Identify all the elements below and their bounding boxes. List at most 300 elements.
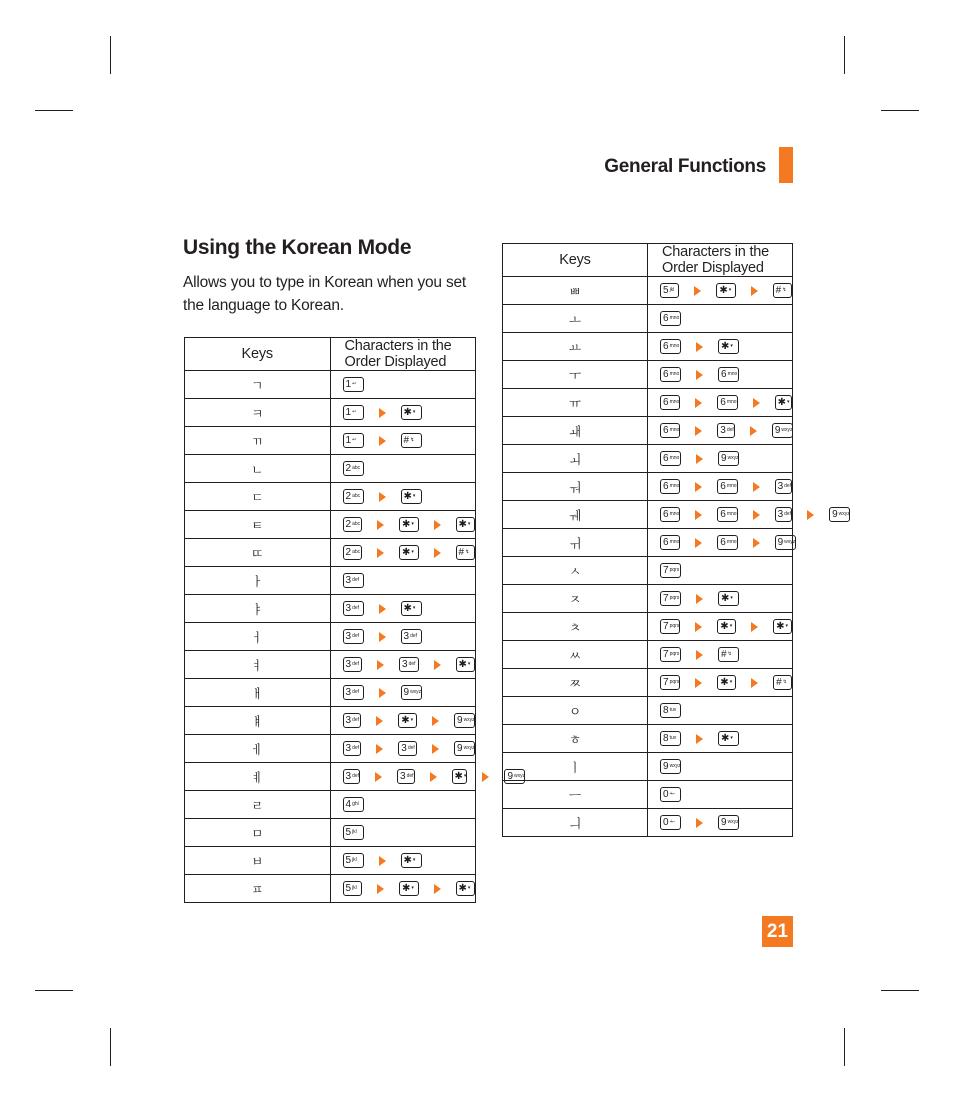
keypad-key-icon — [660, 647, 681, 662]
table-row — [185, 483, 476, 511]
key-glyph: 7 — [663, 620, 669, 632]
key-letters: def — [408, 661, 416, 667]
keypad-key-icon — [343, 853, 364, 868]
table-row — [185, 875, 476, 903]
key-glyph: 6 — [663, 536, 669, 548]
crop-mark — [110, 1028, 111, 1066]
korean-char: ㅅ — [568, 564, 582, 579]
key-sequence — [660, 361, 792, 388]
table-row — [185, 707, 476, 735]
keypad-key-icon — [401, 853, 422, 868]
keypad-key-icon — [717, 507, 737, 522]
table-row — [503, 529, 793, 557]
korean-char-cell — [503, 305, 648, 333]
key-letters: ▾ — [785, 623, 789, 629]
korean-char: ㅎ — [568, 732, 582, 747]
keypad-key-icon — [343, 517, 363, 532]
table-row — [503, 361, 793, 389]
table-row — [503, 781, 793, 809]
keypad-key-icon — [401, 629, 422, 644]
korean-char: ㅑ — [251, 602, 264, 617]
key-letters: mno — [669, 483, 680, 489]
keypad-key-icon — [718, 451, 739, 466]
key-sequence — [343, 427, 476, 454]
key-letters: mno — [669, 371, 680, 377]
key-sequence-cell — [648, 361, 793, 389]
key-glyph: 8 — [663, 704, 669, 716]
key-sequence — [660, 697, 792, 724]
key-letters: wxyz — [727, 455, 739, 461]
key-glyph: 6 — [663, 424, 669, 436]
table-row — [185, 371, 476, 399]
key-letters: def — [352, 773, 360, 779]
arrow-right-icon — [695, 398, 702, 408]
key-sequence-cell — [330, 455, 476, 483]
keypad-key-icon — [829, 507, 850, 522]
header-accent-bar — [779, 147, 793, 183]
arrow-right-icon — [694, 286, 701, 296]
key-letters: mno — [669, 427, 680, 433]
key-sequence — [343, 483, 476, 510]
key-sequence — [660, 585, 792, 612]
crop-mark — [881, 990, 919, 991]
key-sequence — [343, 455, 476, 482]
key-glyph: # — [403, 434, 410, 446]
key-glyph: ✱ — [403, 490, 412, 502]
korean-char: ㅏ — [251, 574, 264, 589]
section-header-title: General Functions — [604, 156, 766, 177]
key-glyph: # — [721, 648, 727, 660]
keypad-key-icon — [772, 423, 793, 438]
key-letters: ↩ — [352, 409, 357, 415]
keypad-key-icon — [401, 601, 422, 616]
key-glyph: 3 — [403, 630, 410, 642]
key-sequence-cell — [330, 399, 476, 427]
table-row — [185, 763, 476, 791]
key-glyph: ✱ — [458, 658, 467, 670]
table-row — [503, 277, 793, 305]
key-sequence — [660, 501, 850, 528]
key-glyph: 6 — [720, 508, 726, 520]
keypad-key-icon — [717, 423, 735, 438]
korean-char-cell — [503, 389, 648, 417]
arrow-right-icon — [753, 538, 760, 548]
arrow-right-icon — [379, 856, 386, 866]
key-glyph: 1 — [345, 406, 352, 418]
keypad-key-icon — [343, 461, 364, 476]
keypad-key-icon — [398, 741, 417, 756]
korean-char-cell — [503, 753, 648, 781]
key-glyph: 1 — [345, 378, 352, 390]
key-glyph: 9 — [832, 508, 838, 520]
keypad-key-icon — [343, 629, 364, 644]
keypad-key-icon — [717, 675, 736, 690]
key-sequence-cell — [330, 735, 476, 763]
table-row — [503, 305, 793, 333]
table-row — [503, 697, 793, 725]
key-sequence — [343, 847, 476, 874]
keypad-key-icon — [717, 619, 736, 634]
keypad-key-icon — [454, 713, 475, 728]
key-letters: jkl — [352, 885, 357, 891]
table-row — [185, 399, 476, 427]
arrow-right-icon — [379, 436, 386, 446]
key-glyph: ✱ — [458, 882, 467, 894]
key-letters: pqrs — [669, 623, 680, 629]
korean-char: ㅢ — [568, 816, 582, 831]
key-sequence-cell — [648, 529, 796, 557]
keypad-key-icon — [343, 825, 364, 840]
key-glyph: 6 — [663, 340, 669, 352]
key-letters: abc — [352, 549, 361, 555]
key-sequence — [343, 371, 476, 398]
keypad-key-icon — [660, 731, 681, 746]
arrow-right-icon — [432, 716, 439, 726]
key-glyph: 9 — [663, 760, 669, 772]
keypad-key-icon — [660, 311, 681, 326]
key-glyph: 9 — [774, 424, 781, 436]
arrow-right-icon — [751, 286, 758, 296]
korean-char-cell — [185, 567, 331, 595]
key-letters: pqrs — [669, 567, 680, 573]
key-letters: abc — [352, 493, 361, 499]
arrow-right-icon — [696, 342, 703, 352]
key-letters: wxyz — [410, 689, 422, 695]
key-letters: ▾ — [410, 717, 414, 723]
keypad-key-icon — [343, 741, 362, 756]
key-letters: def — [352, 577, 360, 583]
keypad-key-icon — [343, 881, 363, 896]
key-letters: mno — [727, 371, 738, 377]
korean-char-cell — [185, 371, 331, 399]
key-glyph: ✱ — [458, 518, 467, 530]
keypad-key-icon — [718, 591, 739, 606]
keypad-key-icon — [456, 517, 476, 532]
korean-char-cell — [185, 539, 331, 567]
korean-char-cell — [185, 735, 331, 763]
keypad-key-icon — [775, 507, 793, 522]
arrow-right-icon — [753, 398, 760, 408]
key-glyph: ✱ — [777, 396, 786, 408]
key-letters: def — [784, 511, 792, 517]
keypad-key-icon — [456, 545, 476, 560]
arrow-right-icon — [379, 632, 386, 642]
key-sequence-cell — [648, 333, 793, 361]
key-sequence-cell — [648, 809, 793, 837]
keypad-key-icon — [399, 657, 419, 672]
key-sequence — [660, 277, 792, 304]
key-letters: mno — [669, 343, 680, 349]
key-sequence-cell — [648, 417, 793, 445]
table-row — [503, 585, 793, 613]
arrow-right-icon — [377, 520, 384, 530]
korean-char: ㅊ — [568, 620, 582, 635]
key-sequence — [660, 473, 792, 500]
key-glyph: # — [458, 546, 465, 558]
korean-char-cell — [185, 651, 331, 679]
arrow-right-icon — [377, 660, 384, 670]
korean-char-cell — [503, 361, 648, 389]
keypad-key-icon — [401, 433, 422, 448]
key-sequence-cell — [648, 277, 793, 305]
key-sequence-cell — [648, 585, 793, 613]
arrow-right-icon — [379, 688, 386, 698]
table-row — [185, 511, 476, 539]
key-glyph: 9 — [777, 536, 784, 548]
korean-char-cell — [185, 427, 331, 455]
korean-char: ㅝ — [568, 480, 582, 495]
key-glyph: 3 — [345, 602, 352, 614]
key-glyph: 3 — [720, 424, 726, 436]
key-letters: ↯ — [410, 437, 415, 443]
keypad-key-icon — [717, 479, 737, 494]
key-letters: ▾ — [730, 343, 733, 349]
key-sequence — [343, 511, 476, 538]
keypad-key-icon — [718, 815, 739, 830]
key-glyph: 6 — [663, 480, 669, 492]
key-sequence-cell — [330, 511, 476, 539]
key-letters: jkl — [352, 857, 357, 863]
key-glyph: 3 — [345, 574, 352, 586]
arrow-right-icon — [751, 622, 758, 632]
korean-char-cell — [185, 483, 331, 511]
table-row — [185, 791, 476, 819]
table-row — [185, 427, 476, 455]
korean-char-cell — [185, 791, 331, 819]
keypad-key-icon — [660, 619, 680, 634]
key-sequence-cell — [330, 595, 476, 623]
key-letters: +⌐ — [669, 791, 676, 797]
crop-mark — [881, 110, 919, 111]
korean-char-cell — [503, 809, 648, 837]
key-sequence-cell — [330, 875, 476, 903]
korean-char: ㄷ — [251, 490, 264, 505]
key-sequence-cell — [330, 567, 476, 595]
korean-char: ㅆ — [568, 648, 582, 663]
page-title: Using the Korean Mode — [183, 236, 412, 259]
key-glyph: 2 — [345, 546, 352, 558]
key-letters: abc — [352, 521, 361, 527]
korean-char: ㅃ — [568, 284, 582, 299]
korean-char-cell — [185, 847, 331, 875]
key-letters: pqrs — [669, 651, 680, 657]
arrow-right-icon — [379, 492, 386, 502]
key-sequence-cell — [648, 557, 793, 585]
table-row — [503, 389, 793, 417]
keypad-key-icon — [343, 769, 361, 784]
key-letters: ↯ — [782, 679, 787, 685]
key-sequence — [343, 651, 476, 678]
key-letters: tuv — [669, 707, 677, 713]
key-letters: jkl — [669, 287, 675, 293]
korean-char: ㄸ — [251, 546, 264, 561]
table-row — [185, 847, 476, 875]
korean-char: ㅇ — [568, 704, 582, 719]
key-glyph: ✱ — [721, 340, 730, 352]
key-glyph: 5 — [663, 284, 669, 296]
keypad-key-icon — [401, 489, 422, 504]
key-letters: ▾ — [730, 735, 733, 741]
key-glyph: 3 — [400, 770, 406, 782]
korean-char-cell — [503, 725, 648, 753]
key-sequence-cell — [648, 501, 850, 529]
keypad-key-icon — [660, 675, 680, 690]
arrow-right-icon — [696, 370, 703, 380]
korean-char: ㅣ — [568, 760, 582, 775]
key-sequence-cell — [330, 483, 476, 511]
crop-mark — [844, 36, 845, 74]
keys-column-header: Keys — [185, 338, 331, 371]
keypad-key-icon — [456, 881, 476, 896]
keypad-key-icon — [716, 283, 735, 298]
key-glyph: 6 — [720, 396, 726, 408]
keypad-key-icon — [773, 619, 792, 634]
key-glyph: 7 — [663, 592, 669, 604]
korean-char: ㅞ — [568, 508, 582, 523]
arrow-right-icon — [751, 678, 758, 688]
key-letters: ▾ — [467, 885, 471, 891]
keypad-key-icon — [660, 759, 681, 774]
key-glyph: 3 — [401, 742, 407, 754]
key-sequence-cell — [648, 669, 793, 697]
arrow-right-icon — [753, 510, 760, 520]
key-glyph: 6 — [663, 452, 669, 464]
key-glyph: 2 — [345, 462, 352, 474]
key-letters: ▾ — [728, 287, 732, 293]
key-letters: mno — [726, 399, 737, 405]
korean-char-cell — [185, 819, 331, 847]
key-glyph: 7 — [663, 648, 669, 660]
key-glyph: 6 — [720, 480, 726, 492]
keypad-key-icon — [660, 591, 681, 606]
table-row — [185, 735, 476, 763]
arrow-right-icon — [695, 510, 702, 520]
key-sequence-cell — [648, 753, 793, 781]
key-letters: pqrs — [669, 595, 680, 601]
keypad-key-icon — [343, 405, 364, 420]
key-sequence-cell — [648, 697, 793, 725]
key-letters: mno — [669, 455, 680, 461]
arrow-right-icon — [807, 510, 814, 520]
korean-char-cell — [503, 585, 648, 613]
keypad-key-icon — [398, 713, 417, 728]
korean-char: ㅖ — [251, 770, 264, 785]
key-glyph: ✱ — [720, 620, 729, 632]
key-sequence — [660, 445, 792, 472]
key-sequence-cell — [330, 651, 476, 679]
keypad-key-icon — [343, 545, 363, 560]
korean-char: ㅍ — [251, 882, 264, 897]
key-glyph: 6 — [663, 396, 669, 408]
table-row — [503, 333, 793, 361]
keypad-key-icon — [343, 573, 364, 588]
chars-column-header: Characters in the Order Displayed — [648, 244, 793, 277]
korean-char-cell — [185, 679, 331, 707]
key-sequence — [660, 557, 792, 584]
key-letters: ▾ — [412, 605, 416, 611]
korean-char: ㅌ — [251, 518, 264, 533]
arrow-right-icon — [434, 660, 441, 670]
key-letters: mno — [669, 315, 680, 321]
key-letters: mno — [726, 539, 737, 545]
table-row — [185, 651, 476, 679]
key-letters: ▾ — [786, 399, 790, 405]
table-row — [185, 539, 476, 567]
key-sequence — [660, 641, 792, 668]
key-glyph: ✱ — [403, 602, 412, 614]
key-letters: ▾ — [412, 493, 416, 499]
keypad-key-icon — [660, 451, 681, 466]
key-letters: def — [407, 745, 415, 751]
keypad-key-icon — [454, 741, 475, 756]
crop-mark — [35, 990, 73, 991]
arrow-right-icon — [695, 678, 702, 688]
key-glyph: 4 — [345, 798, 352, 810]
key-letters: def — [352, 661, 360, 667]
keypad-key-icon — [660, 703, 681, 718]
korean-char-cell — [185, 707, 331, 735]
table-header-row — [185, 338, 476, 371]
key-glyph: ✱ — [403, 406, 412, 418]
key-letters: wxyz — [727, 819, 739, 825]
table-row — [503, 501, 793, 529]
key-letters: def — [352, 717, 360, 723]
key-letters: tuv — [669, 735, 677, 741]
key-sequence — [660, 613, 792, 640]
key-glyph: ✱ — [720, 676, 729, 688]
key-letters: ▾ — [412, 857, 416, 863]
key-glyph: # — [775, 284, 782, 296]
keypad-key-icon — [775, 479, 793, 494]
korean-char: ㅟ — [568, 536, 582, 551]
arrow-right-icon — [696, 818, 703, 828]
key-letters: wxyz — [669, 763, 681, 769]
korean-char-cell — [503, 641, 648, 669]
table-row — [185, 679, 476, 707]
korean-char-cell — [503, 669, 648, 697]
key-sequence — [660, 809, 792, 836]
korean-char: ㄹ — [251, 798, 264, 813]
key-letters: wxyz — [784, 539, 796, 545]
key-letters: ▾ — [411, 885, 414, 891]
arrow-right-icon — [376, 744, 383, 754]
arrow-right-icon — [696, 454, 703, 464]
korean-char-cell — [185, 595, 331, 623]
keypad-key-icon — [343, 685, 364, 700]
key-letters: ↯ — [727, 651, 732, 657]
key-letters: ▾ — [467, 521, 471, 527]
korean-char-cell — [503, 557, 648, 585]
arrow-right-icon — [750, 426, 757, 436]
keypad-key-icon — [718, 731, 739, 746]
key-glyph: 8 — [663, 732, 669, 744]
key-sequence-cell — [330, 763, 526, 791]
key-sequence — [343, 735, 476, 762]
arrow-right-icon — [376, 716, 383, 726]
keypad-key-icon — [717, 395, 737, 410]
arrow-right-icon — [434, 884, 441, 894]
korean-char-cell — [185, 511, 331, 539]
key-glyph: 3 — [345, 658, 352, 670]
key-glyph: 9 — [507, 770, 513, 782]
key-glyph: 9 — [457, 714, 463, 726]
key-glyph: 9 — [721, 816, 727, 828]
key-sequence-cell — [330, 371, 476, 399]
key-sequence — [343, 875, 476, 902]
korean-char: ㅜ — [568, 368, 582, 383]
key-sequence — [660, 305, 792, 332]
korean-char: ㅡ — [568, 788, 582, 803]
